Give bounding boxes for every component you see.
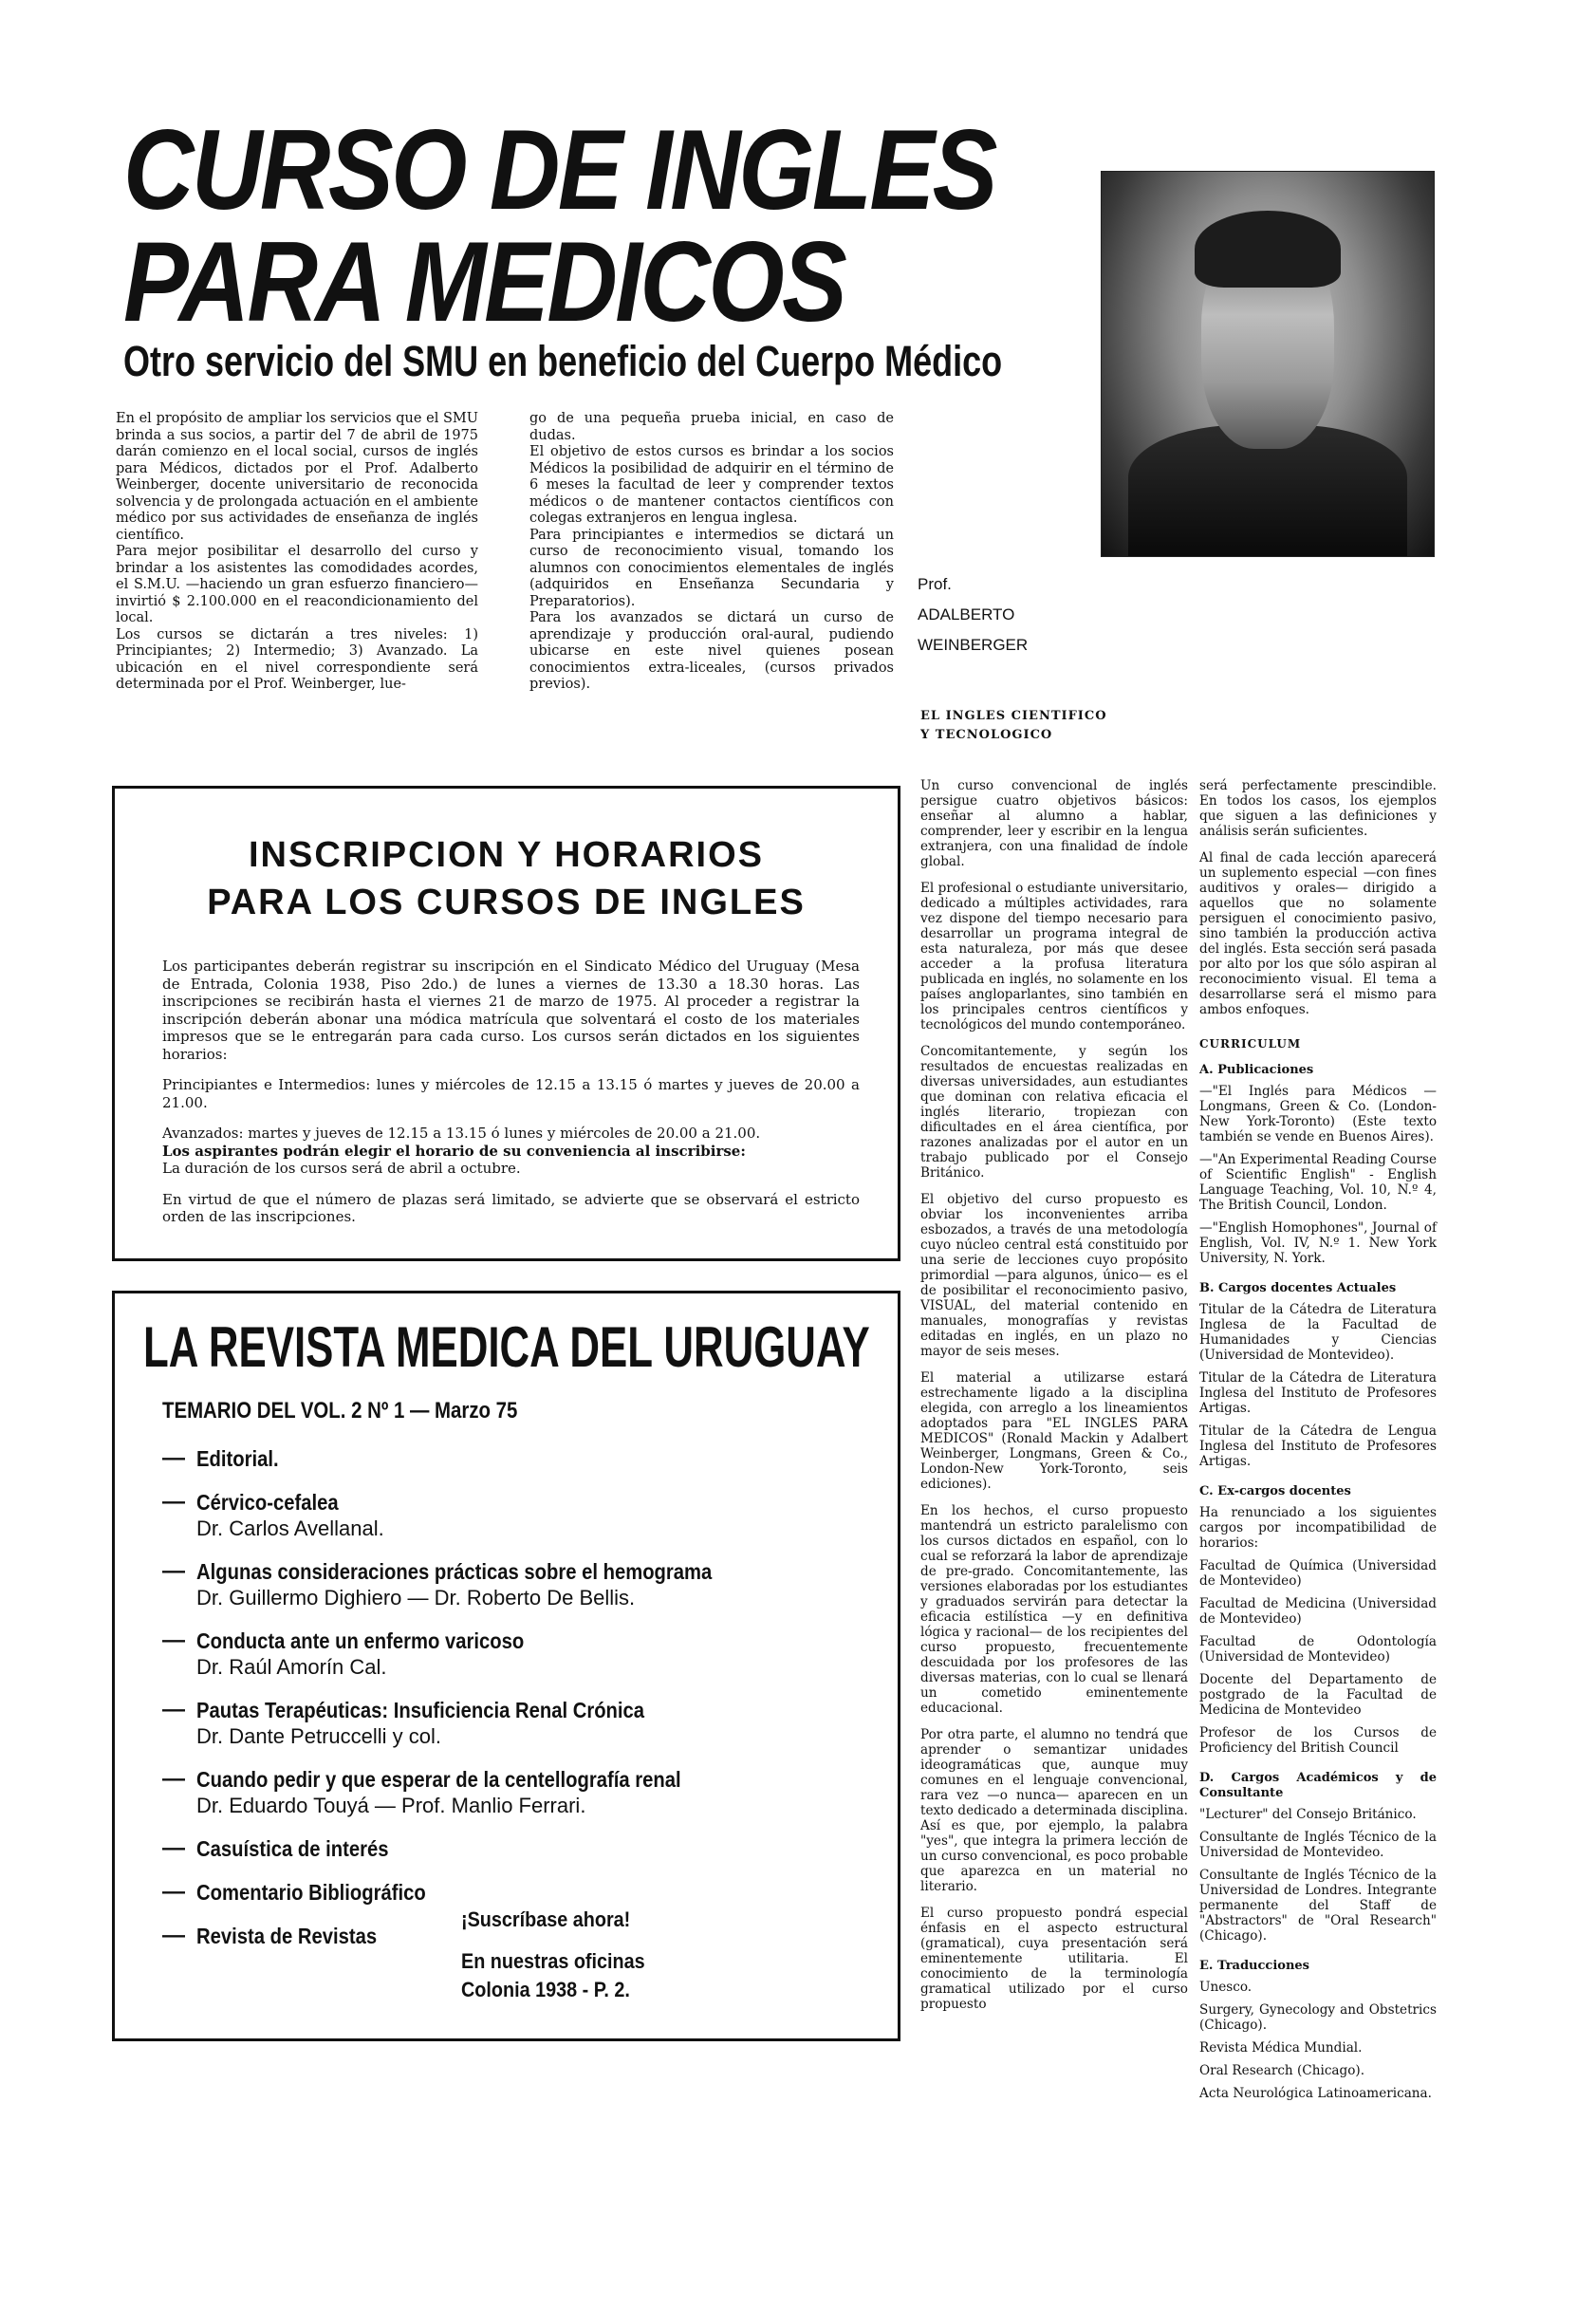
revista-toc [162, 1445, 879, 1966]
curriculum-item: Unesco. [1199, 1980, 1253, 1995]
toc-title: Cérvico-cefalea [196, 1490, 339, 1515]
article-heading-line-2: Y TECNOLOGICO [920, 728, 1053, 742]
curriculum-item: Facultad de Química (Universidad de Montevideo) [1199, 1558, 1437, 1589]
caption-line-1: Prof. [918, 575, 952, 593]
article-heading-line-1: EL INGLES CIENTIFICO [920, 709, 1107, 723]
toc-author: Dr. Carlos Avellanal. [196, 1516, 384, 1540]
curriculum-item: "Lecturer" del Consejo Británico. [1199, 1807, 1417, 1822]
curriculum-item: Titular de la Cátedra de Lengua Inglesa del Instituto de Profesores Artigas. [1199, 1423, 1437, 1469]
inscripcion-title-2: PARA LOS CURSOS DE INGLES [207, 883, 806, 922]
subtitle: Otro servicio del SMU en beneficio del Cuerpo Médico [123, 337, 1003, 385]
intro-paragraph: go de una pequeña prueba inicial, en caso de dudas. [529, 411, 894, 443]
article-paragraph: Un curso convencional de inglés persigue cuatro objetivos básicos: enseñar al alumno a hablar, comprender, leer y escribir en la lengua extranjera, con una finalidad de índole global. [920, 778, 1188, 869]
toc-author: Dr. Raúl Amorín Cal. [196, 1655, 387, 1679]
subscribe-cta [461, 1906, 645, 2004]
article-column-2 [1199, 778, 1437, 2116]
toc-dash: — [162, 1489, 185, 1515]
curriculum-item: Docente del Departamento de postgrado de la Facultad de Medicina de Montevideo [1199, 1672, 1437, 1718]
article-paragraph: será perfectamente prescindible. En todos los casos, los ejemplos que siguen a las definiciones y análisis serán suficientes. [1199, 778, 1437, 839]
curriculum-item: Profesor de los Cursos de Proficiency del British Council [1199, 1725, 1437, 1756]
intro-column-1 [116, 411, 478, 694]
curriculum-item: Consultante de Inglés Técnico de la Universidad de Montevideo. [1199, 1830, 1437, 1860]
toc-title: Editorial. [196, 1446, 279, 1471]
article-paragraph: Por otra parte, el alumno no tendrá que aprender o semantizar unidades ideogramáticas que, aunque muy comunes en el lenguaje convencional, rara vez —o nunca— aparecen en un texto dedicado a determinada disciplina. Así es que, por ejemplo, la palabra "yes", que integra la primera lección de un curso convencional, es poco probable que aparezca en un material no literario. [920, 1727, 1188, 1894]
curriculum-section-title: C. Ex-cargos docentes [1199, 1484, 1351, 1498]
curriculum-section-title: E. Traducciones [1199, 1959, 1309, 1973]
headline [123, 106, 1137, 345]
curriculum-item: Facultad de Medicina (Universidad de Montevideo) [1199, 1596, 1437, 1627]
toc-item [162, 1766, 879, 1818]
revista-subtitle: TEMARIO DEL VOL. 2 Nº 1 — Marzo 75 [162, 1398, 518, 1423]
curriculum-item: —"English Homophones", Journal of English, Vol. IV, N.º 1. New York University, N. York. [1199, 1220, 1437, 1266]
toc-dash: — [162, 1879, 185, 1905]
inscripcion-paragraph: Principiantes e Intermedios: lunes y miércoles de 12.15 a 13.15 ó martes y jueves de 20.00 a 21.00. [162, 1076, 860, 1111]
toc-dash: — [162, 1697, 185, 1722]
caption-line-3: WEINBERGER [918, 636, 1029, 654]
inscripcion-body [162, 958, 860, 1239]
inscripcion-paragraph: Los participantes deberán registrar su inscripción en el Sindicato Médico del Uruguay (Mesa de Entrada, Colonia 1938, Piso 2do.) de lunes a viernes de 13.30 a 18.30 horas. Las inscripciones se recibirán hasta el viernes 21 de marzo de 1975. Al proceder a registrar la inscripción deberán abonar una módica matrícula que solventará el costo de los materiales impresos que se le entregarán para cada curso. Los cursos serán dictados en los siguientes horarios: [162, 958, 860, 1063]
curriculum-item: Facultad de Odontología (Universidad de Montevideo) [1199, 1634, 1437, 1665]
toc-item [162, 1697, 879, 1749]
article-paragraph: El curso propuesto pondrá especial énfasis en el aspecto estructural (gramatical), cuya presentación será eminentemente utilitaria. El conocimiento de la terminología gramatical utilizado por el curso propuesto [920, 1906, 1188, 2012]
curriculum-item: Oral Research (Chicago). [1199, 2063, 1365, 2078]
toc-title: Revista de Revistas [196, 1924, 378, 1948]
intro-paragraph: Para los avanzados se dictará un curso de aprendizaje y producción oral-aural, pudiendo ubicarse en este nivel quienes posean conocimientos extra-liceales, (cursos privados previos). [529, 610, 894, 692]
toc-title: Casuística de interés [196, 1836, 389, 1861]
cta-line-1: ¡Suscríbase ahora! [461, 1907, 631, 1931]
inscripcion-paragraph: Avanzados: martes y jueves de 12.15 a 13.15 ó lunes y miércoles de 20.00 a 21.00. Los aspirantes podrán elegir el horario de su conveniencia al inscribirse: La duración de los cursos será de abril a octubre. [162, 1125, 761, 1177]
headline-line-1: CURSO DE INGLES [123, 106, 995, 233]
toc-author: Dr. Dante Petruccelli y col. [196, 1724, 441, 1748]
caption-line-2: ADALBERTO [918, 605, 1015, 623]
intro-paragraph: Para mejor posibilitar el desarrollo del curso y brindar a los asistentes las comodidades acordes, el S.M.U. —haciendo un gran esfuerzo financiero— invirtió $ 2.100.000 en el reacondicionamiento del local. [116, 544, 478, 625]
intro-paragraph: El objetivo de estos cursos es brindar a los socios Médicos la posibilidad de adquirir en el término de 6 meses la facultad de leer y comprender textos médicos o de mantener contactos científicos con colegas extranjeros en lengua inglesa. [529, 444, 894, 526]
toc-dash: — [162, 1445, 185, 1471]
toc-item [162, 1628, 879, 1680]
inscripcion-paragraph: En virtud de que el número de plazas será limitado, se advierte que se observará el estricto orden de las inscripciones. [162, 1190, 860, 1225]
toc-author: Dr. Eduardo Touyá — Prof. Manlio Ferrari. [196, 1794, 586, 1817]
toc-dash: — [162, 1766, 185, 1792]
article-paragraph: Al final de cada lección aparecerá un suplemento especial —con fines auditivos y orales— dirigido a aquellos que no solamente persiguen el conocimiento pasivo, sino también la producción activa del inglés. Esta sección será pasada por alto por los que sólo aspiran al reconocimiento visual. El tema a desarrollarse será el mismo para ambos enfoques. [1199, 850, 1437, 1017]
article-column-1 [920, 778, 1188, 2023]
toc-author: Dr. Guillermo Dighiero — Dr. Roberto De Bellis. [196, 1586, 636, 1609]
article-heading [920, 707, 1107, 745]
revista-box [112, 1291, 900, 2041]
cta-line-3: Colonia 1938 - P. 2. [461, 1978, 630, 2001]
curriculum-list [1199, 1063, 1437, 2116]
article-paragraph: El objetivo del curso propuesto es obviar los inconvenientes arriba esbozados, a través de una metodología cuyo núcleo central está constituido por una serie de lecciones cuyo propósito primordial —para algunos, único— es el de posibilitar el reconocimiento pasivo, VISUAL, del material contenido en manuales, monografías y revistas editadas en inglés, en un plazo no mayor de seis meses. [920, 1192, 1188, 1359]
curriculum-item: Titular de la Cátedra de Literatura Inglesa del Instituto de Profesores Artigas. [1199, 1370, 1437, 1416]
photo-caption [918, 569, 1028, 660]
curriculum-item: Acta Neurológica Latinoamericana. [1199, 2086, 1432, 2101]
toc-title: Comentario Bibliográfico [196, 1880, 426, 1905]
article-paragraph: El profesional o estudiante universitario, dedicado a múltiples actividades, rara vez dispone del tiempo necesario para desarrollar un programa integral de esta naturaleza, por más que desee acceder a la profusa literatura publicada en inglés, no solamente en los países angloparlantes, sino también en los principales centros científicos y tecnológicos del mundo contemporáneo. [920, 881, 1188, 1033]
curriculum-item: —"An Experimental Reading Course of Scientific English" - English Language Teaching, Vol. 10, N.º 4, The British Council, London. [1199, 1152, 1437, 1213]
intro-paragraph: Para principiantes e intermedios se dictará un curso de reconocimiento visual, tomando los alumnos con conocimientos elementales de inglés (adquiridos en Enseñanza Secundaria y Preparatorios). [529, 527, 894, 609]
curriculum-item: Revista Médica Mundial. [1199, 2040, 1363, 2056]
toc-item [162, 1489, 879, 1541]
intro-paragraph: Los cursos se dictarán a tres niveles: 1) Principiantes; 2) Intermedio; 3) Avanzado. La ubicación en el nivel correspondiente será determinada por el Prof. Weinberger, lue- [116, 626, 478, 692]
article-paragraph: Concomitantemente, y según los resultados de encuestas realizadas en diversas universidades, aun estudiantes que dominan con relativa eficacia el inglés literario, tropiezan con dificultades en el área científica, por razones analizadas por el autor en un trabajo publicado por el Consejo Británico. [920, 1044, 1188, 1181]
curriculum-item: Surgery, Gynecology and Obstetrics (Chicago). [1199, 2002, 1437, 2033]
professor-photo [1101, 171, 1435, 557]
toc-item [162, 1835, 879, 1862]
inscripcion-title-1: INSCRIPCION Y HORARIOS [248, 835, 764, 875]
toc-title: Conducta ante un enfermo varicoso [196, 1628, 525, 1653]
toc-title: Algunas consideraciones prácticas sobre el hemograma [196, 1559, 713, 1584]
toc-title: Cuando pedir y que esperar de la centellografía renal [196, 1767, 681, 1792]
curriculum-section-title: A. Publicaciones [1199, 1063, 1314, 1077]
inscripcion-box [112, 786, 900, 1261]
curriculum-item: Ha renunciado a los siguientes cargos por incompatibilidad de horarios: [1199, 1505, 1437, 1551]
curriculum-section-title: D. Cargos Académicos y de Consultante [1199, 1771, 1437, 1800]
curriculum-item: —"El Inglés para Médicos — Longmans, Green & Co. (London-New York-Toronto) (Este texto también se vende en Buenos Aires). [1199, 1084, 1437, 1144]
curriculum-item: Titular de la Cátedra de Literatura Inglesa de la Facultad de Humanidades y Ciencias (Universidad de Montevideo). [1199, 1302, 1437, 1363]
curriculum-heading: CURRICULUM [1199, 1037, 1302, 1051]
toc-dash: — [162, 1558, 185, 1584]
article-paragraph: El material a utilizarse estará estrechamente ligado a la disciplina elegida, con arreglo a los lineamientos adoptados para "EL INGLES PARA MEDICOS" (Ronald Mackin y Adalbert Weinberger, Longmans, Green & Co., London-New York-Toronto, seis ediciones). [920, 1370, 1188, 1492]
toc-title: Pautas Terapéuticas: Insuficiencia Renal Crónica [196, 1698, 645, 1722]
toc-dash: — [162, 1628, 185, 1653]
intro-paragraph: En el propósito de ampliar los servicios que el SMU brinda a sus socios, a partir del 7 de abril de 1975 darán comienzo en el local social, cursos de inglés para Médicos, dictados por el Prof. Adalberto Weinberger, docente universitario de reconocida solvencia y de prolongada actuación en el ambiente médico por sus actividades de enseñanza de inglés científico. [116, 411, 478, 543]
intro-column-2 [529, 411, 894, 694]
toc-dash: — [162, 1923, 185, 1948]
article-paragraph: En los hechos, el curso propuesto mantendrá un estricto paralelismo con los cursos dictados en español, con lo cual se reforzará la labor de aprendizaje de pre-grado. Concomitantemente, las versiones elaboradas por los estudiantes y graduados servirán para detectar la eficacia estilística —y en definitiva lógica y racional— de los recipientes del curso propuesto, frecuentemente descuidada por los profesores de las diversas materias, con lo cual se llenará un cometido eminentemente educacional. [920, 1503, 1188, 1716]
cta-line-2: En nuestras oficinas [461, 1949, 645, 1973]
curriculum-section-title: B. Cargos docentes Actuales [1199, 1281, 1397, 1295]
toc-dash: — [162, 1835, 185, 1861]
headline-line-2: PARA MEDICOS [123, 218, 845, 345]
toc-item [162, 1879, 879, 1906]
toc-item [162, 1558, 879, 1610]
toc-item [162, 1445, 879, 1472]
curriculum-item: Consultante de Inglés Técnico de la Universidad de Londres. Integrante permanente del Staff de "Abstractors" de "Oral Research" (Chicago). [1199, 1868, 1437, 1944]
revista-title: LA REVISTA MEDICA DEL URUGUAY [143, 1315, 870, 1379]
